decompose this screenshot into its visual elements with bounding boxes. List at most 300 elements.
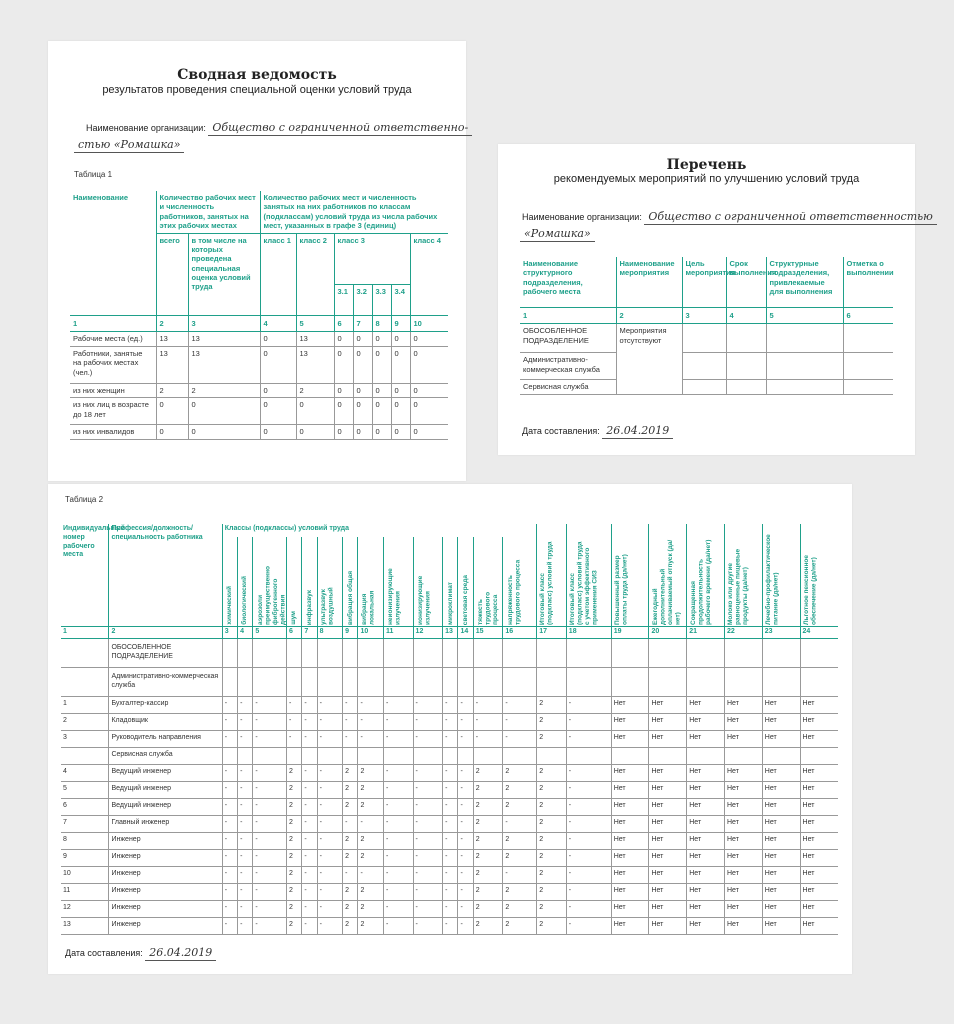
cell: - [358,696,384,713]
table-2-label: Таблица 2 [65,495,104,504]
cell: 2 [358,849,384,866]
cell: Нет [725,917,763,934]
col-num: 1 [520,308,616,324]
cell: 13 [296,346,334,383]
cell: 2 [287,815,302,832]
cell: - [238,713,253,730]
cell: 2 [473,866,503,883]
col-num: 22 [725,627,763,639]
cell: - [253,917,287,934]
cell: - [317,815,343,832]
cell: - [253,900,287,917]
cell: 2 [503,917,537,934]
cell: Нет [800,849,838,866]
cell: - [343,696,358,713]
workplace-number: 13 [61,917,109,934]
cell: 0 [372,332,391,346]
cell: Нет [611,781,649,798]
profession: Инженер [109,900,222,917]
cell: - [222,917,237,934]
table-row [61,849,838,866]
col-num: 3 [682,308,726,324]
cell: - [458,815,473,832]
cell: Нет [687,781,725,798]
col-num: 5 [253,627,287,639]
cell: Нет [725,849,763,866]
table-row [520,380,893,394]
cell: 2 [287,832,302,849]
cell: - [458,764,473,781]
cell: 0 [334,346,353,383]
cell: - [253,832,287,849]
cell: Нет [725,900,763,917]
cell: Нет [649,883,687,900]
cell: 2 [537,781,567,798]
cell: - [503,730,537,747]
cell: - [253,713,287,730]
cell: 13 [188,332,260,346]
cell: 2 [343,781,358,798]
cell: - [413,917,443,934]
cell: 2 [287,849,302,866]
summary-sheet [48,41,469,481]
th-incl: в том числе на которых проведена специальная оценка условий труда [188,233,260,316]
cell: - [222,866,237,883]
cell: 2 [503,764,537,781]
cell: - [222,730,237,747]
cell: - [253,798,287,815]
cell: - [413,883,443,900]
cell: 2 [473,815,503,832]
profession: Ведущий инженер [109,798,222,815]
cell: Нет [762,815,800,832]
cell: - [383,815,413,832]
cell: - [413,849,443,866]
workplace-number: 10 [61,866,109,883]
workplace-number: 11 [61,883,109,900]
cell: - [238,832,253,849]
cell: Нет [611,866,649,883]
cell: Нет [762,917,800,934]
cell: Нет [611,696,649,713]
cell: 0 [353,383,372,397]
cell: 0 [188,398,260,425]
table-row [61,900,838,917]
table-row [61,917,838,934]
cell: 2 [296,383,334,397]
th-microclimate: микроклимат [443,537,458,627]
cell: - [413,713,443,730]
table-row [61,798,838,815]
cell: 0 [372,425,391,439]
date-label: Дата составления: [522,426,600,436]
cell: - [566,832,611,849]
workplace-number: 9 [61,849,109,866]
cell: 2 [503,883,537,900]
th-class3: класс 3 [334,233,410,285]
table-row [61,696,838,713]
cell: - [238,866,253,883]
table-row [61,781,838,798]
cell: - [222,764,237,781]
cell: 0 [372,398,391,425]
cell: - [383,696,413,713]
cell: 2 [287,764,302,781]
cell: Нет [800,900,838,917]
cell: - [413,815,443,832]
cell: 0 [156,398,188,425]
table-row [70,332,448,346]
row-name: из них инвалидов [70,425,156,439]
table-row [70,398,448,425]
cell: Нет [725,815,763,832]
th-food: Лечебно-профилактическое питание (да/нет) [762,524,800,627]
cell: 2 [343,849,358,866]
workplace-number: 3 [61,730,109,747]
cell: 0 [156,425,188,439]
cell: 2 [188,383,260,397]
cell: 2 [287,883,302,900]
cell: Нет [800,764,838,781]
cell: - [238,900,253,917]
cell: - [473,713,503,730]
cell: 2 [503,900,537,917]
cell: Нет [725,798,763,815]
cell: - [302,849,317,866]
col-number-row [61,627,838,639]
cell: 13 [156,346,188,383]
cell: - [443,696,458,713]
cell: 0 [296,425,334,439]
profession: Бухгалтер-кассир [109,696,222,713]
th-final: Итоговый класс (подкласс) условий труда [537,524,567,627]
group-row [61,638,838,667]
cell: - [317,730,343,747]
cell: 2 [343,917,358,934]
th-responsible: Структурные подразделения, привлекаемые для выполнения [766,257,843,308]
cell: 13 [156,332,188,346]
cell: 2 [537,883,567,900]
col-num: 11 [383,627,413,639]
cell: 2 [156,383,188,397]
cell: 2 [358,900,384,917]
cell: 2 [358,798,384,815]
cell: 2 [343,900,358,917]
cell: Нет [649,730,687,747]
cell: - [302,917,317,934]
th-final-siz: Итоговый класс (подкласс) условий труда с учетом эффективного применения СИЗ [566,524,611,627]
cell: Нет [762,900,800,917]
cell: - [458,713,473,730]
cell: - [253,764,287,781]
table-row [70,346,448,383]
cell: - [287,730,302,747]
cell: 2 [343,832,358,849]
cell: 0 [372,346,391,383]
cell: Нет [649,696,687,713]
profession: Инженер [109,866,222,883]
cell: 13 [188,346,260,383]
rows-service [61,764,838,934]
col-num: 6 [287,627,302,639]
cell: - [413,764,443,781]
cell: - [443,849,458,866]
cell: 0 [334,332,353,346]
cell: Нет [649,832,687,849]
th-count: Количество рабочих мест и численность работников, занятых на этих рабочих местах [156,191,260,233]
cell: Нет [649,849,687,866]
cell: Нет [649,781,687,798]
table-row [520,324,893,353]
th-division: Наименование структурного подразделения, рабочего места [523,259,583,297]
cell: Нет [611,815,649,832]
cell: - [222,883,237,900]
cell: - [317,832,343,849]
cell: - [222,832,237,849]
table-row [520,353,893,380]
th-chemical: химический [222,537,237,627]
cell: - [413,832,443,849]
th-extra-pay: Повышенный размер оплаты труда (да/нет) [611,524,649,627]
cell: - [413,781,443,798]
th-class2: класс 2 [296,233,334,316]
th-noise: шум [287,537,302,627]
col-num: 4 [726,308,766,324]
sheet2-org-line [522,210,937,223]
cell: Нет [800,798,838,815]
cell: 2 [287,781,302,798]
workplace-number: 12 [61,900,109,917]
cell: - [287,713,302,730]
cell: Нет [800,781,838,798]
th-intensity: напряженность трудового процесса [503,537,537,627]
table-row [70,425,448,439]
cell: 2 [473,781,503,798]
cell: - [238,849,253,866]
cell: - [302,883,317,900]
table-row [61,764,838,781]
cell: 2 [358,764,384,781]
col-num: 19 [611,627,649,639]
cell: - [222,798,237,815]
cell: - [458,696,473,713]
cell: Нет [762,781,800,798]
col-num: 18 [566,627,611,639]
cell: - [222,713,237,730]
th-short-time: Сокращенная продолжительность рабочего времени (да/нет) [687,524,725,627]
cell: - [317,696,343,713]
col-num: 21 [687,627,725,639]
cell: - [302,730,317,747]
th-severity: тяжесть трудового процесса [473,537,503,627]
cell: - [566,883,611,900]
cell: - [238,781,253,798]
cell: - [253,730,287,747]
profession: Инженер [109,883,222,900]
cell: 0 [260,383,296,397]
cell: - [302,781,317,798]
profession: Главный инженер [109,815,222,832]
th-class4: класс 4 [410,233,448,316]
cell: 2 [537,764,567,781]
cell: - [566,764,611,781]
cell: 0 [410,398,448,425]
cell: - [358,713,384,730]
col-num: 5 [766,308,843,324]
col-num: 8 [317,627,343,639]
cell: - [473,696,503,713]
workplace-table [61,524,838,935]
cell: - [238,917,253,934]
cell: - [317,866,343,883]
cell: Нет [687,798,725,815]
sheet2-title: Перечень [666,157,747,173]
cell: 0 [260,332,296,346]
cell: 0 [391,346,410,383]
rows-admin [61,696,838,747]
cell: - [358,730,384,747]
date-value: 26.04.2019 [145,946,216,961]
th-name: Наименование [73,193,129,202]
cell: 0 [188,425,260,439]
cell: Нет [649,713,687,730]
th-light: световая среда [458,537,473,627]
cell: - [343,713,358,730]
cell: - [253,781,287,798]
cell: 0 [296,398,334,425]
cell: 0 [353,398,372,425]
cell: Нет [762,730,800,747]
th-goal: Цель мероприятия [682,257,726,308]
table-row [61,730,838,747]
cell: 2 [287,866,302,883]
cell: - [413,900,443,917]
cell: Нет [800,917,838,934]
cell: - [222,696,237,713]
cell: 2 [537,866,567,883]
cell: - [253,866,287,883]
col-number-row [520,308,893,324]
col-num: 14 [458,627,473,639]
cell: - [443,730,458,747]
cell: - [317,917,343,934]
th-3-1: 3.1 [334,285,353,316]
row-name: из них женщин [70,383,156,397]
row-division: Сервисная служба [520,380,616,394]
cell: - [222,815,237,832]
cell: 2 [343,798,358,815]
cell: - [317,764,343,781]
cell: - [238,764,253,781]
cell: - [383,798,413,815]
cell: - [566,798,611,815]
cell: Нет [725,696,763,713]
cell: Нет [687,815,725,832]
cell: Нет [611,883,649,900]
workplace-number: 4 [61,764,109,781]
cell: 0 [353,425,372,439]
workplace-number: 6 [61,798,109,815]
cell: - [458,900,473,917]
cell: Нет [687,832,725,849]
cell: - [458,883,473,900]
th-total: всего [156,233,188,316]
cell: - [566,713,611,730]
cell: Нет [649,917,687,934]
cell: Нет [611,849,649,866]
cell: - [253,849,287,866]
col-num: 13 [443,627,458,639]
cell: 2 [473,900,503,917]
measures-sheet [498,144,933,455]
col-num: 4 [238,627,253,639]
cell: 2 [287,917,302,934]
th-3-4: 3.4 [391,285,410,316]
cell: Нет [800,832,838,849]
cell: - [503,696,537,713]
cell: - [222,781,237,798]
row-division: ОБОСОБЛЕННОЕ ПОДРАЗДЕЛЕНИЕ [520,324,616,353]
row-name: Рабочие места (ед.) [70,332,156,346]
cell: Нет [800,730,838,747]
cell: 2 [473,764,503,781]
col-num: 7 [353,316,372,332]
table-row [61,815,838,832]
cell: 2 [503,832,537,849]
cell: Нет [611,917,649,934]
cell: 2 [537,713,567,730]
col-num: 2 [156,316,188,332]
cell: - [566,849,611,866]
cell: Нет [611,798,649,815]
cell: - [458,798,473,815]
cell: Нет [762,696,800,713]
table-row [61,866,838,883]
cell: Нет [687,696,725,713]
cell: Нет [800,713,838,730]
workplace-number: 7 [61,815,109,832]
cell: Нет [762,713,800,730]
col-num: 7 [302,627,317,639]
cell: Нет [687,866,725,883]
col-num: 20 [649,627,687,639]
col-num: 10 [358,627,384,639]
cell: - [443,832,458,849]
cell: Нет [611,730,649,747]
cell: - [238,883,253,900]
cell: - [443,798,458,815]
cell: Нет [725,866,763,883]
org-value: Общество с ограниченной ответственно- [208,121,472,136]
cell: 2 [473,917,503,934]
cell: - [458,832,473,849]
col-num: 17 [537,627,567,639]
workplace-number: 1 [61,696,109,713]
profession: Ведущий инженер [109,764,222,781]
cell: - [443,883,458,900]
date-value: 26.04.2019 [602,424,673,439]
org-label: Наименование организации: [86,123,206,133]
col-num: 2 [109,627,222,639]
col-num: 16 [503,627,537,639]
th-vibration-general: вибрация общая [343,537,358,627]
workplace-number: 2 [61,713,109,730]
th-vibration-local: вибрация локальная [358,537,384,627]
th-biological: биологический [238,537,253,627]
cell: 2 [537,696,567,713]
profession: Инженер [109,917,222,934]
cell: - [566,696,611,713]
